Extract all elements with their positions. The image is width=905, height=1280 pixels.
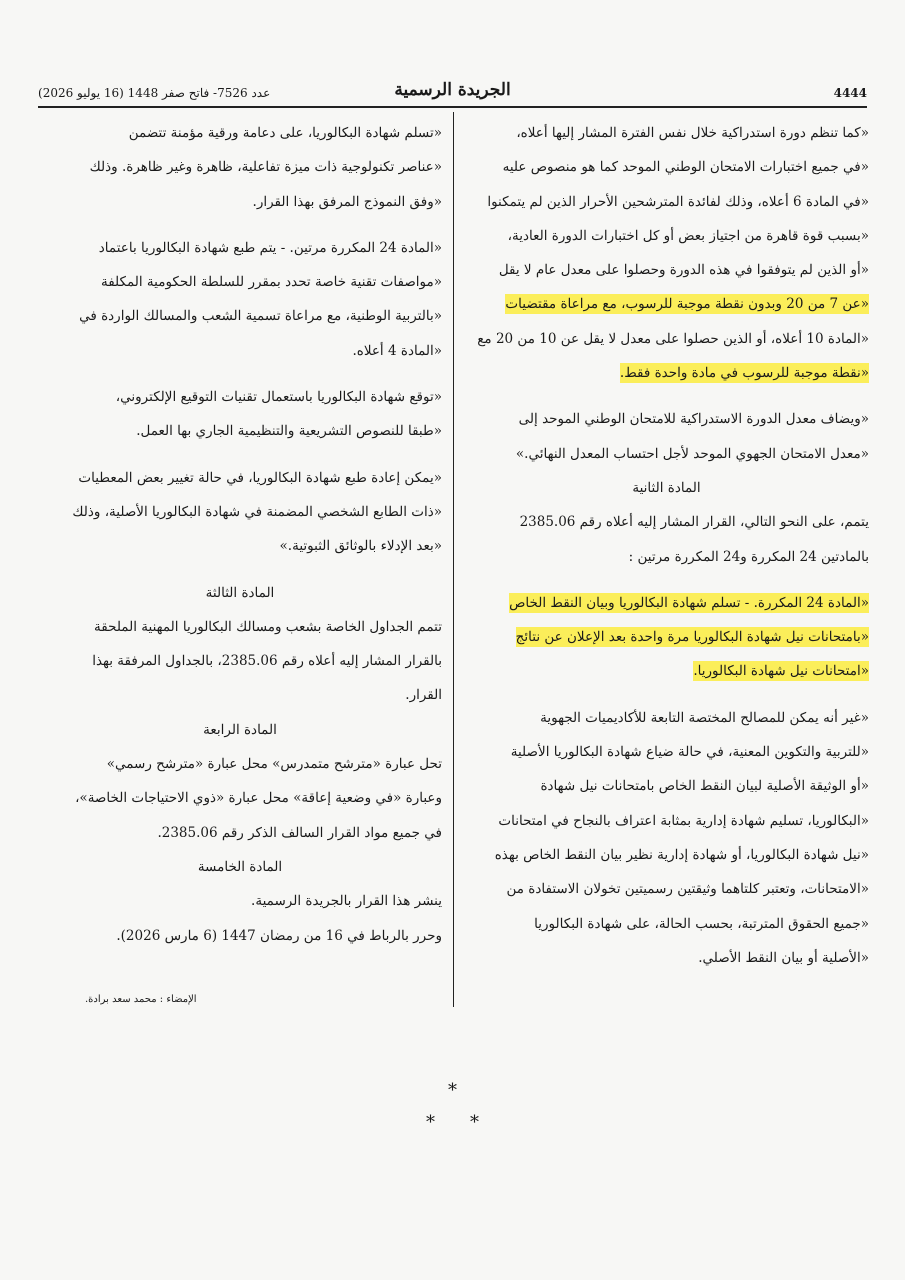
text-line: القرار. [405, 687, 442, 704]
text-line: «مواصفات تقنية خاصة تحدد بمقرر للسلطة الحكومية المكلفة [100, 274, 442, 291]
text-line: «المادة 24 المكررة مرتين. - يتم طبع شهادة البكالوريا باعتماد [98, 239, 442, 256]
article-title: المادة الخامسة [197, 858, 283, 875]
text-line: «معدل الامتحان الجهوي الموحد لأجل احتساب المعدل النهائي.» [515, 445, 869, 462]
article-title: المادة الثالثة [205, 584, 275, 601]
text-line: «عن 7 من 20 وبدون نقطة موجبة للرسوب، مع مراعاة مقتضيات [505, 296, 869, 313]
text-line: «الأصلية أو بيان النقط الأصلي. [698, 949, 869, 966]
text-line: «في المادة 6 أعلاه، وذلك لفائدة المترشحين الأحرار الذين لم يتمكنوا [487, 193, 869, 210]
header-divider [38, 106, 867, 108]
text-line: «وفق النموذج المرفق بهذا القرار. [252, 193, 442, 210]
text-line: «يمكن إعادة طبع شهادة البكالوريا، في حالة تغيير بعض المعطيات [78, 469, 442, 486]
text-line: وحرر بالرباط في 16 من رمضان 1447 (6 مارس 2026). [116, 927, 442, 944]
star-ornament: * [470, 1112, 479, 1133]
right-column [464, 118, 869, 977]
column-divider [453, 112, 454, 1007]
article-title: المادة الثانية [632, 479, 701, 496]
text-line: «أو الذين لم يتوفقوا في هذه الدورة وحصلوا على معدل عام لا يقل [498, 262, 869, 279]
star-ornament: * [448, 1080, 457, 1101]
page-number: 4444 [833, 86, 867, 100]
text-line: يتمم، على النحو التالي، القرار المشار إليه أعلاه رقم 2385.06 [519, 514, 869, 531]
text-line: «المادة 10 أعلاه، أو الذين حصلوا على معدل لا يقل عن 10 من 20 مع [477, 330, 869, 347]
text-line: «أو الوثيقة الأصلية لبيان النقط الخاص بامتحانات نيل شهادة [540, 778, 869, 795]
text-line: «عناصر تكنولوجية ذات ميزة تفاعلية، ظاهرة وغير ظاهرة. وذلك [89, 159, 442, 176]
text-line: «توقع شهادة البكالوريا باستعمال تقنيات التوقيع الإلكتروني، [115, 389, 442, 406]
star-ornament: * [426, 1112, 435, 1133]
text-line: «ذات الطابع الشخصي المضمنة في شهادة البكالوريا الأصلية، وذلك [72, 503, 442, 520]
page-header [38, 80, 867, 108]
signature: الإمضاء : محمد سعد برادة. [85, 994, 197, 1005]
text-line: «المادة 4 أعلاه. [352, 342, 442, 359]
text-line: «للتربية والتكوين المعنية، في حالة ضياع شهادة البكالوريا الأصلية [510, 744, 869, 761]
text-line: «بالتربية الوطنية، مع مراعاة تسمية الشعب والمسالك الواردة في [79, 308, 442, 325]
text-line: في جميع مواد القرار السالف الذكر رقم 2385.06. [157, 824, 442, 841]
text-line: «نيل شهادة البكالوريا، أو شهادة إدارية نظير بيان النقط الخاص بهذه [494, 846, 869, 863]
text-line: «نقطة موجبة للرسوب في مادة واحدة فقط. [619, 365, 869, 382]
text-line: «كما تنظم دورة استدراكية خلال نفس الفترة المشار إليها أعلاه، [516, 125, 869, 141]
text-line: «ويضاف معدل الدورة الاستدراكية للامتحان الوطني الموحد إلى [518, 411, 869, 428]
left-column [38, 118, 442, 955]
text-line: «غير أنه يمكن للمصالح المختصة التابعة للأكاديميات الجهوية [540, 709, 869, 726]
text-line: بالمادتين 24 المكررة و24 المكررة مرتين : [628, 548, 869, 565]
text-line: «بسبب قوة قاهرة من اجتياز بعض أو كل اختبارات الدورة العادية، [507, 227, 869, 244]
text-line: «بامتحانات نيل شهادة البكالوريا مرة واحدة بعد الإعلان عن نتائج [515, 629, 869, 646]
gazette-title: الجريدة الرسمية [394, 80, 511, 100]
text-line: تتمم الجداول الخاصة بشعب ومسالك البكالوريا المهنية الملحقة [94, 618, 442, 635]
issue-info: عدد 7526- فاتح صفر 1448 (16 يوليو 2026) [38, 86, 271, 100]
text-line: «تسلم شهادة البكالوريا، على دعامة ورقية مؤمنة تتضمن [128, 125, 442, 141]
text-line: بالقرار المشار إليه أعلاه رقم 2385.06، بالجداول المرفقة بهذا [92, 653, 442, 670]
text-line: «المادة 24 المكررة. - تسلم شهادة البكالوريا وبيان النقط الخاص [509, 594, 869, 611]
text-line: ينشر هذا القرار بالجريدة الرسمية. [251, 893, 442, 910]
article-title: المادة الرابعة [203, 721, 277, 738]
text-line: «طبقا للنصوص التشريعية والتنظيمية الجاري بها العمل. [136, 423, 442, 440]
text-line: «جميع الحقوق المترتبة، بحسب الحالة، على شهادة البكالوريا [534, 915, 869, 932]
text-line: «الامتحانات، وتعتبر كلتاهما وثيقتين رسميتين تخولان الاستفادة من [506, 881, 869, 898]
text-line: «بعد الإدلاء بالوثائق الثبوتية.» [279, 538, 442, 555]
text-line: وعبارة «في وضعية إعاقة» محل عبارة «ذوي الاحتياجات الخاصة»، [75, 790, 442, 807]
text-line: تحل عبارة «مترشح متمدرس» محل عبارة «مترشح رسمي» [106, 756, 442, 773]
text-line: «امتحانات نيل شهادة البكالوريا. [693, 663, 869, 680]
text-line: «في جميع اختبارات الامتحان الوطني الموحد كما هو منصوص عليه [502, 159, 869, 176]
text-line: «البكالوريا، تسليم شهادة إدارية بمثابة اعتراف بالنجاح في امتحانات [498, 812, 869, 829]
